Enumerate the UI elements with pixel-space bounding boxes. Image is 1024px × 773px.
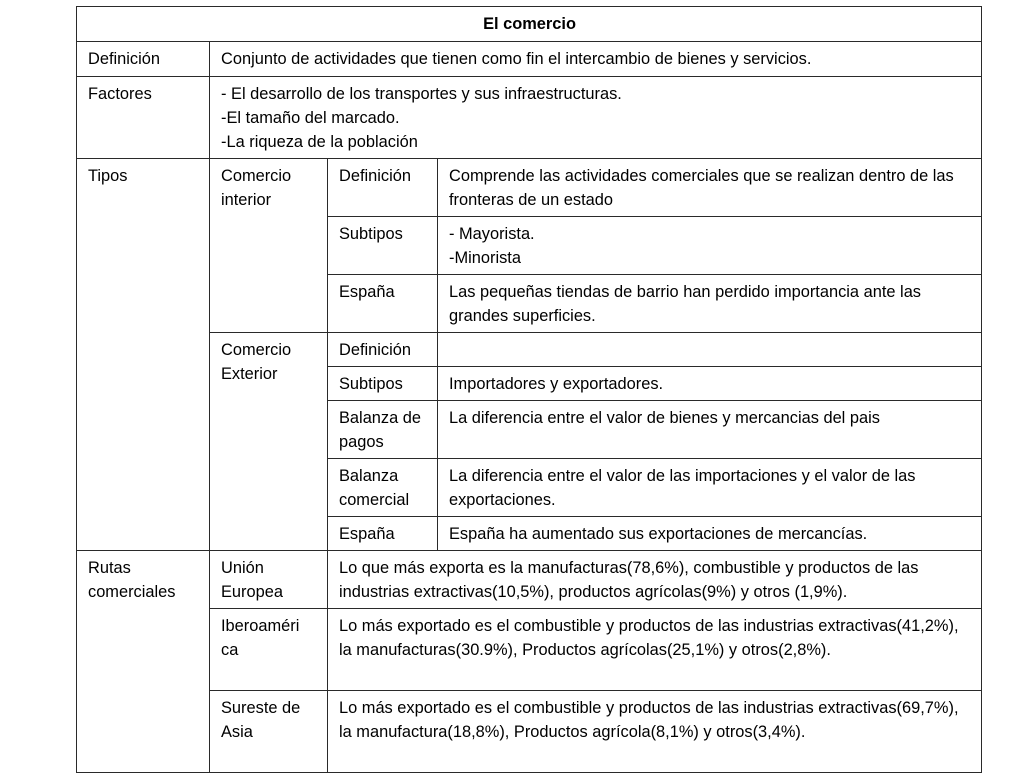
exterior-definicion-label: Definición: [328, 333, 438, 367]
exterior-definicion-row: [77, 333, 982, 367]
interior-definicion-row: [77, 159, 982, 217]
factor-item: - El desarrollo de los transportes y sus infraestructuras.: [221, 85, 622, 103]
commerce-table: [76, 6, 982, 773]
comercio-exterior-label: Comercio Exterior: [210, 333, 328, 551]
balanza-comercial-label: Balanza comercial: [328, 459, 438, 517]
table-title: El comercio: [77, 7, 982, 42]
definicion-text: Conjunto de actividades que tienen como fin el intercambio de bienes y servicios.: [210, 42, 982, 77]
tipos-label: Tipos: [77, 159, 210, 551]
factores-label: Factores: [77, 77, 210, 159]
balanza-pagos-label: Balanza de pagos: [328, 401, 438, 459]
rutas-label: Rutas comerciales: [77, 551, 210, 773]
ruta-row: [77, 609, 982, 691]
ruta-region: Iberoaméri ca: [210, 609, 328, 691]
exterior-subtipos-text: Importadores y exportadores.: [438, 367, 982, 401]
ruta-row: [77, 691, 982, 773]
exterior-espana-label: España: [328, 517, 438, 551]
exterior-espana-text: España ha aumentado sus exportaciones de mercancías.: [438, 517, 982, 551]
factores-text: [210, 77, 982, 159]
interior-definicion-text: Comprende las actividades comerciales que se realizan dentro de las fronteras de un estado: [438, 159, 982, 217]
title-row: [77, 7, 982, 42]
ruta-text: Lo que más exporta es la manufacturas(78,6%), combustible y productos de las industrias extractivas(10,5%), productos agrícolas(9%) y otros (1,9%).: [328, 551, 982, 609]
subtipo-item: - Mayorista.: [449, 225, 535, 243]
interior-espana-label: España: [328, 275, 438, 333]
ruta-row: [77, 551, 982, 609]
exterior-definicion-text: [438, 333, 982, 367]
balanza-pagos-text: La diferencia entre el valor de bienes y mercancias del pais: [438, 401, 982, 459]
factores-row: [77, 77, 982, 159]
balanza-comercial-text: La diferencia entre el valor de las importaciones y el valor de las exportaciones.: [438, 459, 982, 517]
interior-espana-text: Las pequeñas tiendas de barrio han perdido importancia ante las grandes superficies.: [438, 275, 982, 333]
definicion-row: [77, 42, 982, 77]
ruta-region: Unión Europea: [210, 551, 328, 609]
exterior-subtipos-label: Subtipos: [328, 367, 438, 401]
comercio-interior-label: Comercio interior: [210, 159, 328, 333]
ruta-text: Lo más exportado es el combustible y productos de las industrias extractivas(41,2%), la manufacturas(30.9%), Productos agrícolas(25,1%) y otros(2,8%).: [328, 609, 982, 691]
definicion-label: Definición: [77, 42, 210, 77]
factor-item: -La riqueza de la población: [221, 133, 418, 151]
ruta-region: Sureste de Asia: [210, 691, 328, 773]
interior-definicion-label: Definición: [328, 159, 438, 217]
factor-item: -El tamaño del marcado.: [221, 109, 400, 127]
ruta-text: Lo más exportado es el combustible y productos de las industrias extractivas(69,7%), la manufactura(18,8%), Productos agrícola(8,1%) y otros(3,4%).: [328, 691, 982, 773]
interior-subtipos-label: Subtipos: [328, 217, 438, 275]
interior-subtipos-text: [438, 217, 982, 275]
subtipo-item: -Minorista: [449, 249, 521, 267]
